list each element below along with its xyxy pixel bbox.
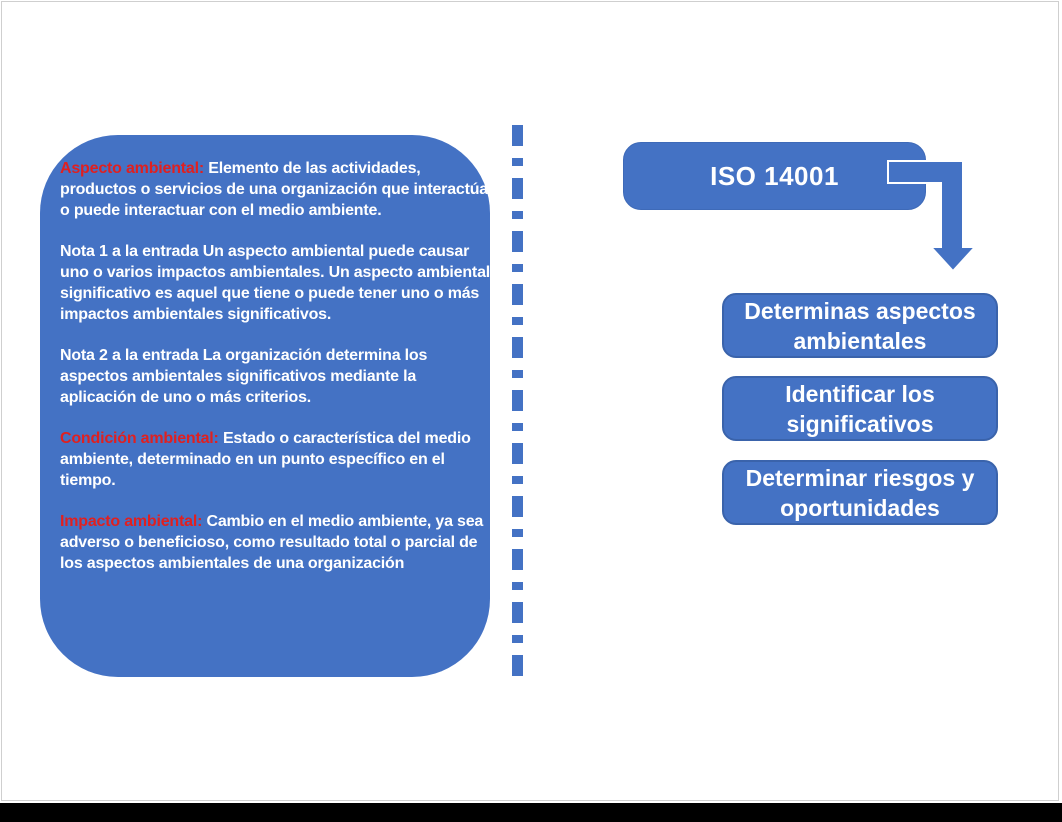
flow-step-label: Determinar riesgos y oportunidades (745, 464, 975, 521)
flow-step-label: Identificar los significativos (785, 380, 935, 437)
iso-title: ISO 14001 (710, 160, 839, 191)
definition-paragraph (60, 345, 494, 408)
dashed-divider (512, 125, 523, 687)
definition-body: Estado o característica del medio ambiente, determinado en un punto específico en el tiempo. (60, 430, 471, 489)
definition-body: Nota 1 a la entrada Un aspecto ambiental puede causar uno o varios impactos ambientales. Un aspecto ambiental significativo es aquel que tiene o puede tener uno o más impactos ambientales significativos. (60, 243, 491, 323)
definition-paragraph (60, 158, 494, 221)
flow-step-label: Determinas aspectos ambientales (744, 297, 976, 354)
definition-term: Condición ambiental: (60, 430, 219, 447)
flow-step-riesgos-oportunidades (722, 460, 998, 525)
definition-paragraph (60, 428, 494, 491)
flow-step-identificar-significativos (722, 376, 998, 441)
definition-paragraph (60, 511, 494, 574)
definition-term: Aspecto ambiental: (60, 160, 204, 177)
bottom-black-bar (0, 803, 1062, 822)
flow-step-determinar-aspectos (722, 293, 998, 358)
definitions-panel (40, 135, 490, 677)
definition-term: Impacto ambiental: (60, 513, 203, 530)
definitions-text (60, 158, 494, 574)
definition-body: Nota 2 a la entrada La organización determina los aspectos ambientales significativos mediante la aplicación de uno o más criterios. (60, 347, 428, 406)
definition-body: Elemento de las actividades, productos o servicios de una organización que interactúa o puede interactuar con el medio ambiente. (60, 160, 489, 219)
bent-down-arrow-icon (880, 150, 990, 285)
definition-paragraph (60, 241, 494, 325)
definition-body: Cambio en el medio ambiente, ya sea adverso o beneficioso, como resultado total o parcial de los aspectos ambientales de una organización (60, 513, 484, 572)
